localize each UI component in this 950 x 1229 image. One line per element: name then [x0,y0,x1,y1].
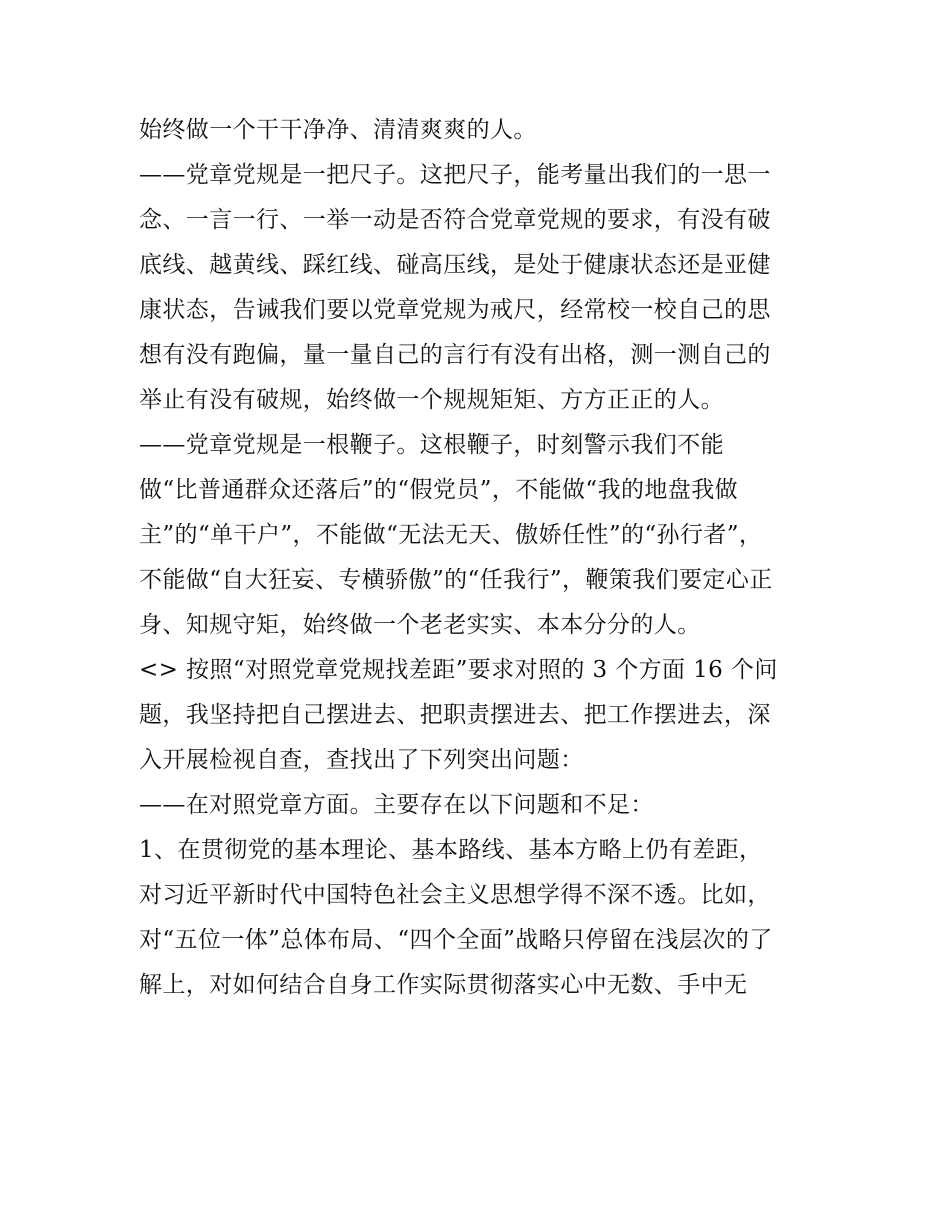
text-line: 想有没有跑偏，量一量自己的言行有没有出格，测一测自己的 [139,342,771,368]
text-line: 做“比普通群众还落后”的“假党员”，不能做“我的地盘我做 [139,477,738,503]
text-line: 解上，对如何结合自身工作实际贯彻落实心中无数、手中无 [139,972,748,998]
text-line: ——党章党规是一把尺子。这把尺子，能考量出我们的一思一 [139,162,771,188]
text-line: 题，我坚持把自己摆进去、把职责摆进去、把工作摆进去，深 [139,702,771,728]
text-line: 入开展检视自查，查找出了下列突出问题： [139,747,584,773]
text-line: 身、知规守矩，始终做一个老老实实、本本分分的人。 [139,612,701,638]
text-line: <> 按照“对照党章党规找差距”要求对照的 3 个方面 16 个问 [139,657,778,683]
text-line: 康状态，告诫我们要以党章党规为戒尺，经常校一校自己的思 [139,297,771,323]
text-line: ——党章党规是一根鞭子。这根鞭子，时刻警示我们不能 [139,432,724,458]
text-line: 举止有没有破规，始终做一个规规矩矩、方方正正的人。 [139,387,724,413]
text-line: 主”的“单干户”，不能做“无法无天、傲娇任性”的“孙行者”， [139,522,763,548]
text-line: 底线、越黄线、踩红线、碰高压线，是处于健康状态还是亚健 [139,252,771,278]
text-line: 始终做一个干干净净、清清爽爽的人。 [139,117,537,143]
text-line: 对“五位一体”总体布局、“四个全面”战略只停留在浅层次的了 [139,927,773,953]
text-line: 对习近平新时代中国特色社会主义思想学得不深不透。比如， [139,882,771,908]
text-line: 1、在贯彻党的基本理论、基本路线、基本方略上仍有差距， [139,837,763,863]
text-line: ——在对照党章方面。主要存在以下问题和不足： [139,792,654,818]
text-line: 念、一言一行、一举一动是否符合党章党规的要求，有没有破 [139,207,771,233]
text-line: 不能做“自大狂妄、专横骄傲”的“任我行”，鞭策我们要定心正 [139,567,773,593]
document-body [139,108,839,1008]
